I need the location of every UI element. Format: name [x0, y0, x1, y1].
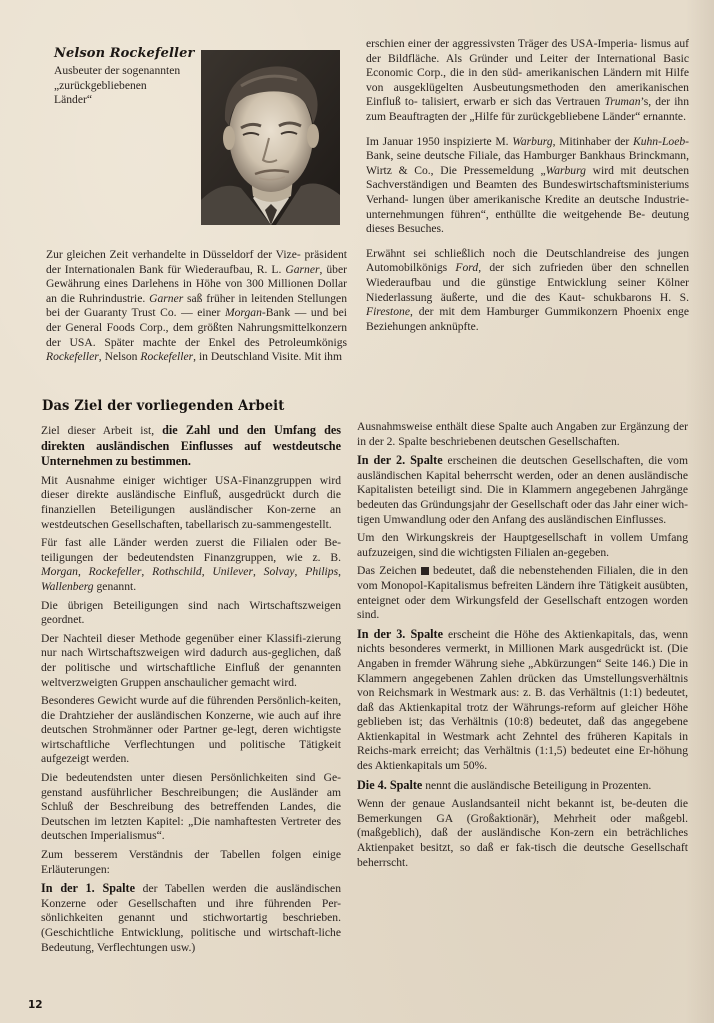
caption-line: Ausbeuter der sogenannten	[54, 64, 181, 77]
name-emphasis: Morgan	[41, 565, 78, 579]
text: Co. — einer	[160, 306, 225, 320]
text: erscheinen die deutschen Gesellschaften, die vom ausländischen Kapital beherrscht werden, oder an denen ausländische Kapitalisten beteiligt sind. Die in Klammern angegebenen Jahrgänge bedeuten das Gründungsjahr der Gesellschaft oder das Jahr einer wich-tigen Umwandlung oder den Anfang des ausländischen Einflusses.	[357, 454, 688, 526]
name-emphasis: Unilever	[212, 565, 253, 579]
paragraph	[357, 627, 688, 774]
column-label: In der 2. Spalte	[357, 453, 443, 468]
paragraph: Der Nachteil dieser Methode gegenüber einer Klassifi-zierung nur nach Wirtschaftszweigen wird dadurch aus-geglichen, daß der politische und wirtschaftliche Einfluß der genannten weltverzweigten Gruppen anschaulicher gemacht wird.	[41, 631, 341, 689]
portrait-illustration	[201, 50, 340, 225]
text: unternehmungen führen“, enthüllte die weitgehende Be-	[366, 207, 646, 221]
text: Für fast alle Länder werden zuerst die Filialen oder Be-teiligungen der bedeutendsten Finanzgruppen, wie z. B.	[41, 536, 341, 564]
bottom-left-column	[41, 423, 341, 955]
paragraph	[366, 37, 689, 125]
text: erschien einer der aggressivsten Träger des USA-Imperia-	[366, 37, 638, 50]
text: zum Beauftragten der „Hilfe für zurückgebliebene	[366, 109, 600, 123]
paragraph	[366, 247, 689, 335]
text: erscheint die Höhe des Aktienkapitals, das, wenn nichts besonderes vermerkt, in Millionen Mark ausgedrückt ist. (Die Angaben in fremder Währung siehe „Abkürzungen“ Seite 146.) Die in Klammern angegebenen Zahlen drücken das Umstellungsverhältnis von Reichsmark in Westmark aus: z. B. das Verhältnis (1:1) bedeutet, daß das Aktienkapital trotz der Währungs-reform auf gleicher Höhe geblieben ist; das Verhältnis (10:8) bedeutet, daß das angegebene Aktienkapital in Westmark acht Zehntel des früheren Kapitals in Reichs-mark erreicht; das Verhältnis (1:1,5) bedeutet eine Er-höhung des Aktienkapitals um 50%.	[357, 627, 688, 773]
text: Corp., dem größten Nahrungsmittelkonzern der USA.	[46, 320, 347, 349]
paragraph	[41, 881, 341, 955]
top-left-column	[46, 248, 347, 365]
text: schnellen Wiederaufbau und die günstige Entwicklung	[366, 261, 690, 289]
text: Nelson	[104, 350, 141, 364]
paragraph: Wenn der genaue Auslandsanteil nicht bekannt ist, be-deuten die Bemerkungen GA (Großaktionär), Mehrheit oder maßgebl. (maßgeblich), daß der ausländische Kon-zern ein beträchliches Aktienpaket besitzt, so daß er fak-tisch die deutsche Gesellschaft beherrscht.	[357, 797, 688, 869]
paragraph: Die bedeutendsten unter diesen Persönlichkeiten sind Ge-genstand ausführlicher Beschreibungen; die Ausländer am Schluß der Beschreibung des betreffenden Landes, die Deutschen im letzten Kapitel: „Die namhaftesten Vertreter des deutschen Imperialismus“.	[41, 771, 341, 843]
paragraph	[357, 564, 688, 622]
name-emphasis: Philips	[305, 565, 339, 579]
paragraph	[41, 423, 341, 470]
name-emphasis: Warburg	[545, 163, 586, 177]
bold-statement: die Zahl und den Umfang des direkten ausländischen Einflusses auf westdeutsche Unternehmen zu bestimmen.	[41, 423, 341, 469]
text: Erwähnt sei schließlich noch die Deutschlandreise des	[366, 246, 650, 260]
paragraph: Zum besserem Verständnis der Tabellen folgen einige Erläuterungen:	[41, 848, 341, 876]
text: präsident der Internationalen Bank für Wiederaufbau,	[46, 248, 347, 276]
name-emphasis: Rockefeller	[140, 350, 194, 364]
text: Zur gleichen Zeit verhandelte in Düsseldorf der Vize-	[46, 248, 301, 261]
column-label: In der 3. Spalte	[357, 626, 444, 641]
text: Ausbeutungsmethoden den amerikanischen Einfluß to-	[366, 80, 689, 109]
text: , Mitinhaber der	[552, 134, 630, 148]
section-heading: Das Ziel der vorliegenden Arbeit	[42, 398, 285, 414]
column-label: In der 1. Spalte	[41, 881, 135, 896]
name-emphasis: Rockefeller	[46, 350, 99, 364]
text: , in Deutschland Visite. Mit ihm	[193, 350, 342, 364]
text: seiner Kölner Niederlassung äußerte, und die des Kaut-	[366, 275, 689, 304]
text: Später machte der Enkel des Petroleumkönigs	[104, 335, 347, 349]
text: jungen Automobilkönigs	[366, 246, 689, 275]
text: ,	[98, 350, 102, 364]
text: R. L.	[256, 262, 286, 276]
text: Im Januar 1950 inspizierte M.	[366, 134, 513, 148]
paragraph: Die übrigen Beteiligungen sind nach Wirtschaftszweigen geordnet.	[41, 598, 341, 627]
paragraph	[46, 248, 347, 365]
paragraph: Besonderes Gewicht wurde auf die führenden Persönlich-keiten, die Drahtzieher der ausländischen Konzerne, wie auch auf ihre deutschen Strohmänner oder Partner ge-legt, deren wichtigste wirtschaftliche Verflechtungen und politische Tätigkeit aufgezeigt werden.	[41, 694, 341, 766]
text: der Tabellen werden die ausländischen Konzerne oder Gesellschaften und ihre führenden Per-sönlichkeiten genannt und stichwortartig beschrieben. (Geschichtliche Entwicklung, politische und wirtschaft-liche Bedeutung, Verflechtungen usw.)	[41, 882, 341, 954]
text: lungen über amerikanische Kredite an deutsche Industrie-	[412, 192, 689, 206]
page-number: 12	[28, 999, 43, 1011]
text: Bankhaus Brinckmann, Wirtz & Co., Die Pressemeldung	[366, 149, 689, 177]
text: „	[540, 163, 546, 177]
text: Das Zeichen	[357, 564, 421, 578]
bottom-right-column	[357, 420, 688, 870]
caption-line: Länder“	[54, 93, 92, 107]
text: saß früher in leitenden Stellungen bei der Guaranty Trust	[46, 291, 347, 320]
text: amerikanischen Ländern mit Hilfe von ausgeklügelten	[366, 66, 689, 94]
name-emphasis: Garner	[149, 291, 184, 305]
black-square-icon	[421, 567, 429, 575]
text: Gummikonzern Phoenix enge Beziehungen anknüpfte.	[366, 305, 690, 333]
text: von 300 Millionen Dollar an die Ruhrindustrie.	[46, 277, 347, 305]
name-emphasis: Garner	[285, 262, 320, 276]
text: Ziel dieser Arbeit ist,	[41, 424, 163, 437]
text: Beamten des Bundeswirtschaftsministeriums Verhand-	[366, 178, 689, 206]
name-emphasis: Warburg	[512, 134, 553, 148]
text: , der sich zufrieden über den	[478, 261, 637, 275]
paragraph: Um den Wirkungskreis der Hauptgesellschaft in vollem Umfang aufzuzeigen, sind die wichtigsten Filialen an-gegeben.	[357, 531, 688, 559]
name-emphasis: Morgan	[224, 306, 262, 320]
text: , über Gewährung eines Darlehens in Höhe	[46, 262, 347, 291]
name-emphasis: Rothschild	[152, 565, 202, 579]
text: International Basic Economic Corp., die in den süd-	[366, 51, 689, 80]
name-emphasis: Truman	[604, 95, 641, 109]
caption-name: Nelson Rockefeller	[54, 46, 195, 61]
text: talisiert, erwarb er sich das Vertrauen	[421, 95, 605, 109]
text: wird mit deutschen Sachverständigen und	[366, 163, 689, 192]
name-emphasis: Wallenberg	[41, 579, 94, 593]
name-emphasis: Rockefeller	[88, 565, 142, 579]
name-emphasis: Solvay	[263, 565, 295, 579]
top-right-column	[366, 37, 689, 334]
photo-caption	[54, 46, 200, 108]
text: , der mit dem Hamburger	[410, 305, 539, 319]
name-emphasis: Kuhn-Loeb	[632, 134, 686, 148]
column-label: Die 4. Spalte	[357, 777, 423, 792]
paragraph	[366, 135, 689, 237]
paragraph: Ausnahmsweise enthält diese Spalte auch Angaben zur Ergänzung der in der 2. Spalte beschriebenen deutschen Gesellschaften.	[357, 420, 688, 448]
paragraph	[357, 453, 688, 527]
text: schukbarons H. S.	[593, 290, 689, 304]
name-emphasis: Firestone	[366, 305, 411, 319]
portrait-photo-icon	[201, 50, 340, 225]
text: ’s, der ihn	[640, 95, 690, 109]
text: lismus auf der Bildfläche. Als Gründer und Leiter der	[366, 37, 690, 65]
text: -Bank, seine deutsche Filiale, das Hamburger	[366, 134, 690, 163]
paragraph: Mit Ausnahme einiger wichtiger USA-Finanzgruppen wird dieser direkte ausländische Einfluß, ausgedrückt durch die finanziellen Beteiligungen ausländischer Kon-zerne an westdeutschen Gesellschaften, tabellarisch zu-sammengestellt.	[41, 473, 341, 531]
paragraph: Für fast alle Länder werden zuerst die Filialen oder Be-teiligungen der bedeutendsten Finanzgruppen, wie z. B. Morgan, Rockefeller, Rothschild, Unilever, Solvay, Philips, Wallenberg genannt.	[41, 536, 341, 593]
text: nennt die ausländische Beteiligung in Prozenten.	[422, 778, 652, 792]
caption-line: „zurückgebliebenen	[54, 78, 147, 92]
text: bedeutet, daß die nebenstehenden Filialen, die in den vom Monopol-Kapitalismus befreiten Ländern ihre Tätigkeit ausübten, enteignet oder dem Wirkungsfeld der Gesellschaft entzogen worden sind.	[357, 564, 688, 622]
paragraph	[357, 778, 688, 794]
text: Länder“ ernannte.	[602, 109, 686, 123]
text: -Bank — und bei der General Foods	[46, 306, 348, 334]
name-emphasis: Ford	[455, 261, 479, 275]
caption-description	[54, 64, 200, 108]
text: genannt.	[93, 579, 137, 593]
text: deutung dieses Besuches.	[366, 207, 689, 236]
